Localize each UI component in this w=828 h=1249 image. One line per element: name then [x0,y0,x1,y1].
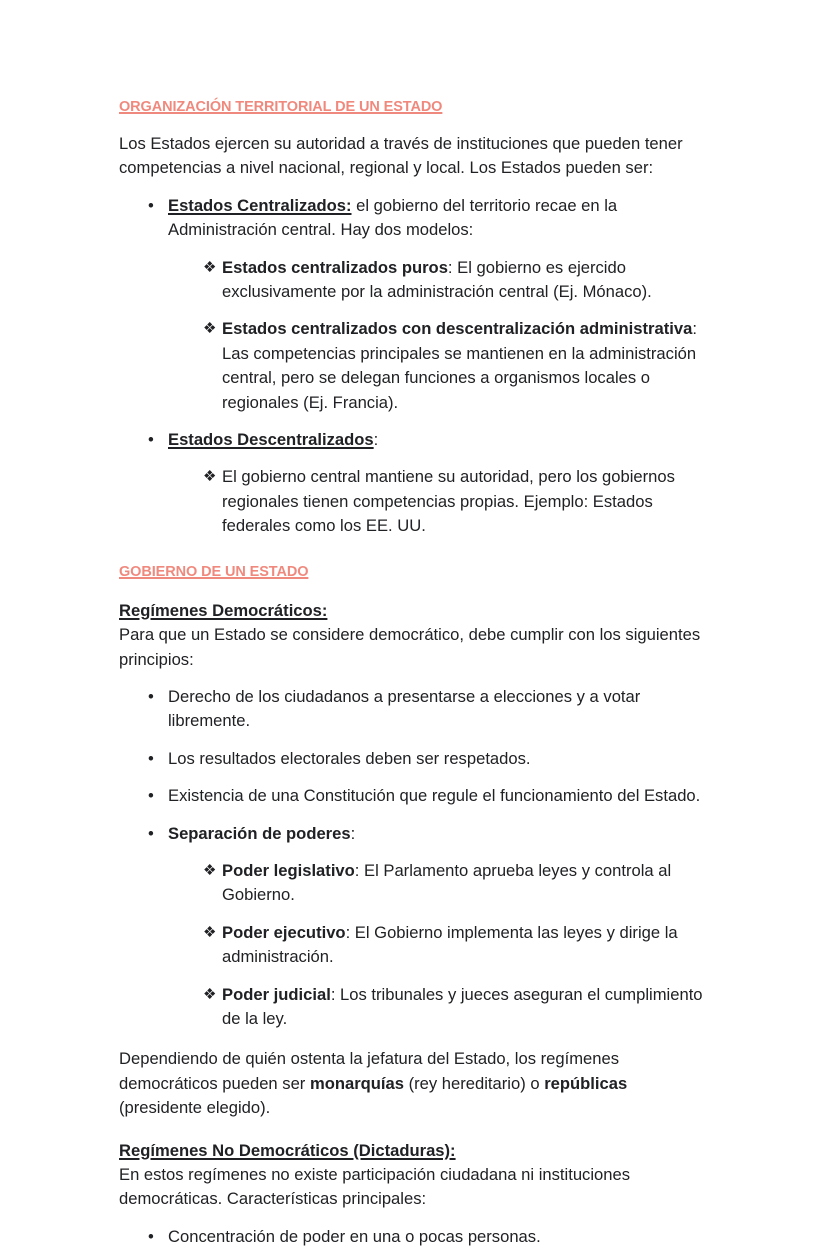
list-item-descentralizados-detalle [171,465,705,538]
list-poderes [171,859,705,1031]
document-body [119,98,705,1249]
bullet-dot-icon: • [148,786,154,806]
bullet-dot-icon: • [148,430,154,450]
term-poder-legislativo: Poder legislativo [222,860,355,880]
bullet-dot-icon: • [148,748,154,768]
subheading-regimenes-no-democraticos: Regímenes No Democráticos (Dictaduras): [119,1140,456,1160]
term-centralizados-descentralizacion: Estados centralizados con descentralización administrativa [222,319,693,339]
text-closing-part1: Dependiendo de quién ostenta la jefatura del Estado, los regímenes democráticos pueden ser [119,1049,620,1093]
list-modelos-centralizados [171,256,705,415]
list-item-principio-constitucion [119,784,705,808]
list-item-poder-judicial [171,983,705,1032]
text-principio-resultados: Los resultados electorales deben ser respetados. [168,748,531,768]
text-closing-part3: (presidente elegido). [119,1098,271,1118]
term-monarquias: monarquías [309,1073,404,1093]
text-estados-descentralizados: : [373,430,379,450]
subheading-regimenes-democraticos: Regímenes Democráticos: [119,600,328,620]
bullet-diamond-icon: ❖ [203,861,217,879]
bullet-diamond-icon: ❖ [203,320,217,338]
term-republicas: repúblicas [544,1073,628,1093]
text-principio-derecho-voto: Derecho de los ciudadanos a presentarse a elecciones y a votar libremente. [168,686,641,731]
paragraph-monarquias-republicas [119,1047,705,1120]
text-concentracion-de-poder: Concentración de poder en una o pocas personas. [168,1226,541,1246]
bullet-dot-icon: • [148,1226,154,1246]
bullet-diamond-icon: ❖ [203,923,217,941]
section-heading-organizacion-territorial: ORGANIZACIÓN TERRITORIAL DE UN ESTADO [119,99,443,115]
paragraph-territorial-intro: Los Estados ejercen su autoridad a través de instituciones que pueden tener competencias a nivel nacional, regional y local. Los Estados pueden ser: [119,134,683,178]
term-poder-judicial: Poder judicial [222,984,331,1004]
list-caracteristicas-dictaduras [119,1225,705,1249]
term-poder-ejecutivo: Poder ejecutivo [222,922,346,942]
paragraph-democraticos-intro: Para que un Estado se considere democrático, debe cumplir con los siguientes principios: [119,625,701,669]
bullet-diamond-icon: ❖ [203,468,217,486]
text-poder-legislativo: : El Parlamento aprueba leyes y controla al Gobierno. [222,860,672,905]
text-poder-ejecutivo: : El Gobierno implementa las leyes y dirige la administración. [222,922,678,967]
list-principios-democraticos [119,685,705,1031]
list-item-separacion-de-poderes [119,822,705,1032]
list-item-centralizados-puros [171,256,705,305]
text-estados-centralizados: el gobierno del territorio recae en la Administración central. Hay dos modelos: [168,195,618,240]
list-item-centralizados-descentralizacion [171,317,705,415]
list-item-principio-derecho-voto [119,685,705,734]
bullet-dot-icon: • [148,686,154,706]
text-centralizados-puros: : El gobierno es ejercido exclusivamente por la administración central (Ej. Mónaco). [222,257,652,302]
paragraph-no-democraticos-intro: En estos regímenes no existe participación ciudadana ni instituciones democráticas. Características principales: [119,1165,631,1209]
text-centralizados-descentralizacion: : Las competencias principales se mantienen en la administración central, pero se delegan funciones a organismos locales o regionales (Ej. Francia). [222,319,697,412]
bullet-diamond-icon: ❖ [203,258,217,276]
term-estados-descentralizados: Estados Descentralizados [168,430,374,450]
text-poder-judicial: : Los tribunales y jueces aseguran el cumplimiento de la ley. [222,984,703,1028]
bullet-dot-icon: • [148,823,154,843]
list-item-poder-legislativo [171,859,705,908]
list-item-principio-resultados [119,747,705,771]
list-tipos-de-estado [119,194,705,539]
text-separacion-de-poderes: : [350,823,356,843]
bullet-diamond-icon: ❖ [203,985,217,1003]
section-heading-gobierno-de-un-estado: GOBIERNO DE UN ESTADO [119,563,309,580]
bullet-dot-icon: • [148,195,154,215]
list-item-concentracion-de-poder [119,1225,705,1249]
text-closing-part2: (rey hereditario) o [404,1073,545,1093]
list-item-poder-ejecutivo [171,921,705,970]
list-detalle-descentralizados [171,465,705,538]
term-estados-centralizados: Estados Centralizados: [168,195,352,215]
text-descentralizados-detalle: El gobierno central mantiene su autoridad, pero los gobiernos regionales tienen competencias propias. Ejemplo: Estados federales como los EE. UU. [222,467,675,536]
list-item-estados-descentralizados [119,428,705,539]
list-item-estados-centralizados [119,194,705,415]
term-separacion-de-poderes: Separación de poderes [168,823,351,843]
text-principio-constitucion: Existencia de una Constitución que regule el funcionamiento del Estado. [168,786,701,806]
term-centralizados-puros: Estados centralizados puros [222,257,448,277]
